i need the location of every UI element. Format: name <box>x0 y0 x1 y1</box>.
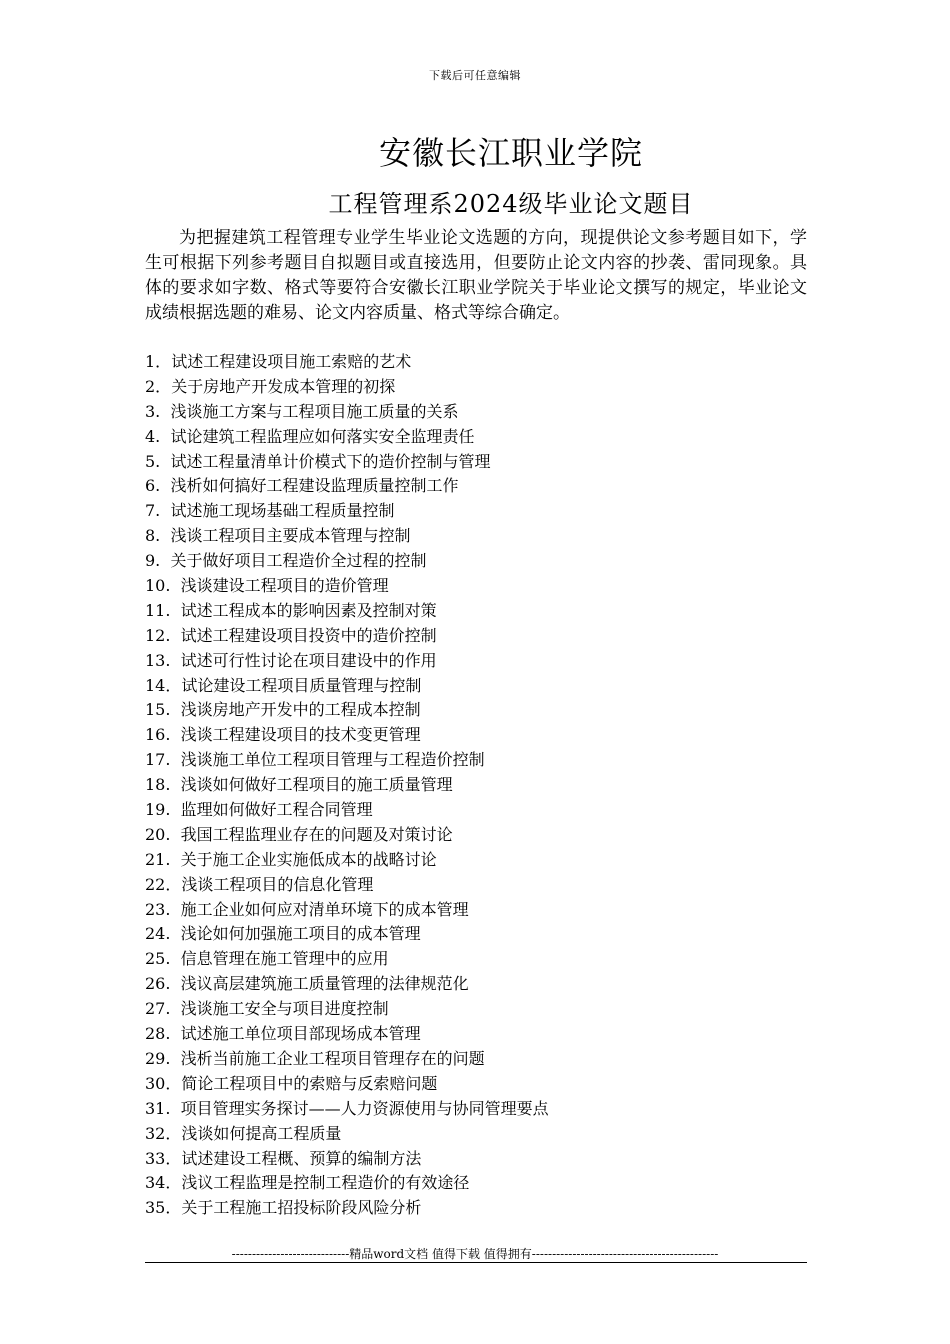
topic-number: 9. <box>145 551 171 571</box>
page-title: 安徽长江职业学院 <box>378 134 643 172</box>
topic-number: 6. <box>145 476 171 496</box>
topic-item <box>145 947 807 972</box>
topic-number: 28. <box>145 1024 181 1044</box>
topic-number: 5. <box>145 451 171 471</box>
topic-item <box>145 748 807 773</box>
topic-title: 试述工程建设项目施工索赔的艺术 <box>171 352 412 371</box>
topic-number: 4. <box>145 426 171 446</box>
topic-number: 3. <box>145 401 171 421</box>
topic-number: 7. <box>145 501 171 521</box>
topic-number: 27. <box>145 999 181 1019</box>
topic-number: 23. <box>145 899 181 919</box>
topic-number: 24. <box>145 924 181 944</box>
topic-item <box>145 425 807 450</box>
topic-title: 监理如何做好工程合同管理 <box>180 800 373 820</box>
topic-title: 试述可行性讨论在项目建设中的作用 <box>180 650 437 670</box>
topic-item <box>145 1097 807 1122</box>
topic-number: 35． <box>145 1198 182 1218</box>
topic-title: 浅析如何搞好工程建设监理质量控制工作 <box>170 476 459 496</box>
topic-title: 试述建设工程概、预算的编制方法 <box>181 1148 422 1168</box>
topic-number: 29. <box>145 1048 181 1068</box>
topic-item <box>145 474 807 499</box>
topic-title: 浅谈房地产开发中的工程成本控制 <box>180 700 421 720</box>
topic-title: 我国工程监理业存在的问题及对策讨论 <box>180 824 453 844</box>
topic-title: 施工企业如何应对清单环境下的成本管理 <box>180 899 469 919</box>
topic-title: 浅谈施工方案与工程项目施工质量的关系 <box>170 401 459 421</box>
topic-item <box>145 798 807 823</box>
topic-number: 12. <box>145 625 181 645</box>
topic-item <box>145 400 807 425</box>
topic-title: 关于房地产开发成本管理的初探 <box>171 376 396 396</box>
page-subtitle: 工程管理系2024级毕业论文题目 <box>328 190 694 218</box>
topic-item <box>145 972 807 997</box>
topic-number: 26. <box>145 974 181 994</box>
topic-title: 简论工程项目中的索赔与反索赔问题 <box>181 1073 438 1093</box>
topic-item <box>145 1047 807 1072</box>
topic-item <box>145 997 807 1022</box>
topic-title: 项目管理实务探讨——人力资源使用与协同管理要点 <box>180 1098 549 1118</box>
topic-item <box>145 599 807 624</box>
topic-item <box>145 499 807 524</box>
topic-item <box>145 848 807 873</box>
topic-item <box>145 823 807 848</box>
topic-number: 22． <box>145 874 182 894</box>
intro-paragraph: 为把握建筑工程管理专业学生毕业论文选题的方向，现提供论文参考题目如下，学生可根据下列参考题目自拟题目或直接选用，但要防止论文内容的抄袭、雷同现象。具体的要求如字数、格式等要符合安徽长江职业学院关于毕业论文撰写的规定，毕业论文成绩根据选题的难易、论文内容质量、格式等综合确定。 <box>145 228 807 323</box>
topic-title: 试述工程建设项目投资中的造价控制 <box>180 625 437 645</box>
topic-title: 关于工程施工招投标阶段风险分析 <box>181 1198 422 1218</box>
topic-title: 关于做好项目工程造价全过程的控制 <box>170 551 427 571</box>
topic-title: 浅析当前施工企业工程项目管理存在的问题 <box>180 1048 485 1068</box>
topic-number: 32． <box>145 1123 182 1143</box>
topic-item <box>145 574 807 599</box>
topic-number: 21. <box>145 849 181 869</box>
topic-number: 18. <box>145 775 181 795</box>
topic-item <box>145 1196 807 1221</box>
topic-number: 33． <box>145 1148 182 1168</box>
topic-number: 17. <box>145 750 181 770</box>
topic-number: 31. <box>145 1098 181 1118</box>
topic-item <box>145 922 807 947</box>
topic-item <box>145 1072 807 1097</box>
footer-text: -----------------------------精品word文档 值得下载 值得拥有---------------------------------------------- <box>231 1247 719 1261</box>
topic-title: 试论建筑工程监理应如何落实安全监理责任 <box>170 426 475 446</box>
topic-title: 试述工程成本的影响因素及控制对策 <box>180 600 437 620</box>
topic-title: 浅论如何加强施工项目的成本管理 <box>180 924 421 944</box>
topic-item <box>145 1122 807 1147</box>
topic-number: 25. <box>145 949 181 969</box>
topic-item <box>145 524 807 549</box>
topic-item <box>145 698 807 723</box>
topic-number: 13. <box>145 650 181 670</box>
topic-number: 10. <box>145 576 181 596</box>
topic-title: 关于施工企业实施低成本的战略讨论 <box>180 849 437 869</box>
topic-number: 15. <box>145 700 181 720</box>
topic-number: 2． <box>145 376 172 396</box>
topic-item <box>145 1147 807 1172</box>
topic-item <box>145 375 807 400</box>
topic-item <box>145 723 807 748</box>
topic-number: 20. <box>145 824 181 844</box>
topic-title: 浅谈工程项目主要成本管理与控制 <box>170 526 411 546</box>
topic-number: 19. <box>145 800 181 820</box>
topic-list <box>145 350 807 1221</box>
topic-item <box>145 1171 807 1196</box>
topic-title: 浅议高层建筑施工质量管理的法律规范化 <box>180 974 469 994</box>
topic-number: 30． <box>145 1073 182 1093</box>
topic-title: 信息管理在施工管理中的应用 <box>180 949 389 969</box>
footer-rule <box>145 1262 807 1263</box>
topic-title: 浅谈工程建设项目的技术变更管理 <box>180 725 421 745</box>
topic-item <box>145 873 807 898</box>
topic-title: 浅谈工程项目的信息化管理 <box>181 874 374 894</box>
topic-item <box>145 898 807 923</box>
topic-title: 试论建设工程项目质量管理与控制 <box>181 675 422 695</box>
topic-number: 34． <box>145 1173 182 1193</box>
topic-title: 试述施工单位项目部现场成本管理 <box>180 1024 421 1044</box>
topic-item <box>145 1022 807 1047</box>
topic-item <box>145 649 807 674</box>
topic-number: 14． <box>145 675 182 695</box>
topic-number: 8. <box>145 526 171 546</box>
topic-number: 1． <box>145 352 172 371</box>
topic-title: 浅议工程监理是控制工程造价的有效途径 <box>181 1173 470 1193</box>
topic-title: 浅谈如何做好工程项目的施工质量管理 <box>180 775 453 795</box>
topic-title: 浅谈建设工程项目的造价管理 <box>180 576 389 596</box>
topic-title: 试述工程量清单计价模式下的造价控制与管理 <box>170 451 491 471</box>
topic-title: 浅谈施工安全与项目进度控制 <box>180 999 389 1019</box>
topic-title: 浅谈如何提高工程质量 <box>181 1123 342 1143</box>
topic-number: 16. <box>145 725 181 745</box>
topic-title: 浅谈施工单位工程项目管理与工程造价控制 <box>180 750 485 770</box>
header-note: 下载后可任意编辑 <box>429 69 521 82</box>
topic-item <box>145 674 807 699</box>
topic-title: 试述施工现场基础工程质量控制 <box>170 501 395 521</box>
topic-item <box>145 773 807 798</box>
topic-item <box>145 549 807 574</box>
topic-number: 11. <box>145 600 181 620</box>
topic-item <box>145 450 807 475</box>
topic-item <box>145 624 807 649</box>
topic-item <box>145 350 807 375</box>
